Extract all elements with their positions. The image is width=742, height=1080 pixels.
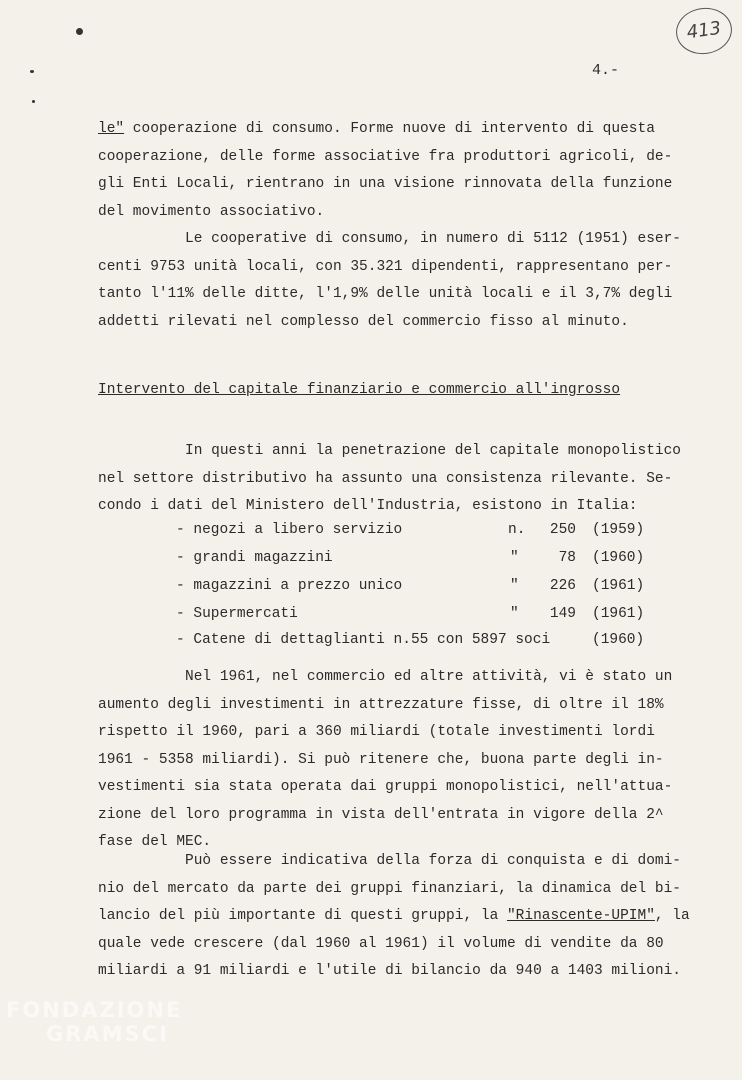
text-line: centi 9753 unità locali, con 35.321 dipendenti, rappresentano per- — [98, 258, 673, 275]
archive-stamp: 413 — [673, 4, 735, 57]
text-line: tanto l'11% delle ditte, l'1,9% delle unità locali e il 3,7% degli — [98, 286, 673, 302]
text-line: Può essere indicativa della forza di conquista e di domi- — [98, 853, 681, 869]
text-line: del movimento associativo. — [98, 203, 325, 220]
text-line: aumento degli investimenti in attrezzature fisse, di oltre il 18% — [98, 696, 664, 713]
list-item-label: - Supermercati — [176, 606, 298, 622]
margin-mark — [32, 100, 35, 103]
punch-hole-mark — [76, 28, 83, 35]
text-line: condo i dati del Ministero dell'Industria, esistono in Italia: — [98, 498, 638, 514]
text-line: fase del MEC. — [98, 834, 212, 850]
text-line: quale vede crescere (dal 1960 al 1961) il volume di vendite da 80 — [98, 935, 664, 952]
list-item-value: 78 — [558, 550, 576, 566]
list-item-label: - negozi a libero servizio — [176, 522, 403, 538]
list-item-label: - grandi magazzini — [176, 550, 333, 566]
margin-mark — [30, 70, 34, 73]
list-item-value: 250 — [549, 522, 576, 538]
text-line: 1961 - 5358 miliardi). Si può ritenere che, buona parte degli in- — [98, 751, 664, 768]
paragraph-4 — [98, 664, 698, 857]
text-line: nel settore distributivo ha assunto una consistenza rilevante. Se- — [98, 470, 673, 487]
text-line: zione del loro programma in vista dell'entrata in vigore della 2^ — [98, 806, 664, 823]
list-item-year: (1959) — [592, 522, 645, 538]
section-heading: Intervento del capitale finanziario e commercio all'ingrosso — [98, 382, 621, 398]
paragraph-5 — [98, 848, 698, 986]
text-line: rispetto il 1960, pari a 360 miliardi (totale investimenti lordi — [98, 724, 655, 740]
text-line: Le cooperative di consumo, in numero di 5112 (1951) eser- — [98, 231, 681, 247]
text-line: Nel 1961, nel commercio ed altre attività, vi è stato un — [98, 669, 673, 685]
list-item-value: 149 — [549, 606, 576, 622]
text-line: lancio del più importante di questi gruppi, la "Rinascente-UPIM", la — [98, 908, 690, 924]
list-item-prefix: " — [510, 578, 519, 594]
paragraph-3 — [98, 438, 698, 521]
list-item-prefix: " — [510, 606, 519, 622]
page-number: 4.- — [592, 62, 620, 79]
company-name: "Rinascente-UPIM" — [506, 908, 655, 924]
text-line: vestimenti sia stata operata dai gruppi monopolistici, nell'attua- — [98, 779, 673, 795]
list-item-prefix: n. — [508, 522, 526, 538]
foundation-watermark: FONDAZIONE GRAMSCI — [6, 998, 183, 1046]
paragraph-2 — [98, 226, 698, 336]
list-item-year: (1960) — [592, 550, 645, 566]
text-line: addetti rilevati nel complesso del commercio fisso al minuto. — [98, 313, 629, 330]
list-item-label: - magazzini a prezzo unico — [176, 578, 403, 594]
text-line: gli Enti Locali, rientrano in una visione rinnovata della funzione — [98, 176, 673, 192]
text-line: le" cooperazione di consumo. Forme nuove di intervento di questa — [98, 121, 655, 137]
text-line: cooperazione, delle forme associative fra produttori agricoli, de- — [98, 148, 673, 165]
list-item-prefix: " — [510, 550, 519, 566]
text-line: nio del mercato da parte dei gruppi finanziari, la dinamica del bi- — [98, 880, 681, 897]
list-item-year: (1961) — [592, 578, 645, 594]
paragraph-1 — [98, 116, 698, 226]
text-line: miliardi a 91 miliardi e l'utile di bilancio da 940 a 1403 milioni. — [98, 963, 681, 979]
text-line: In questi anni la penetrazione del capitale monopolistico — [98, 443, 681, 459]
list-item-label: - Catene di dettaglianti n.55 con 5897 soci — [176, 632, 551, 648]
list-item-year: (1961) — [592, 606, 645, 622]
list-item-year: (1960) — [592, 632, 645, 648]
list-item-value: 226 — [549, 578, 576, 594]
